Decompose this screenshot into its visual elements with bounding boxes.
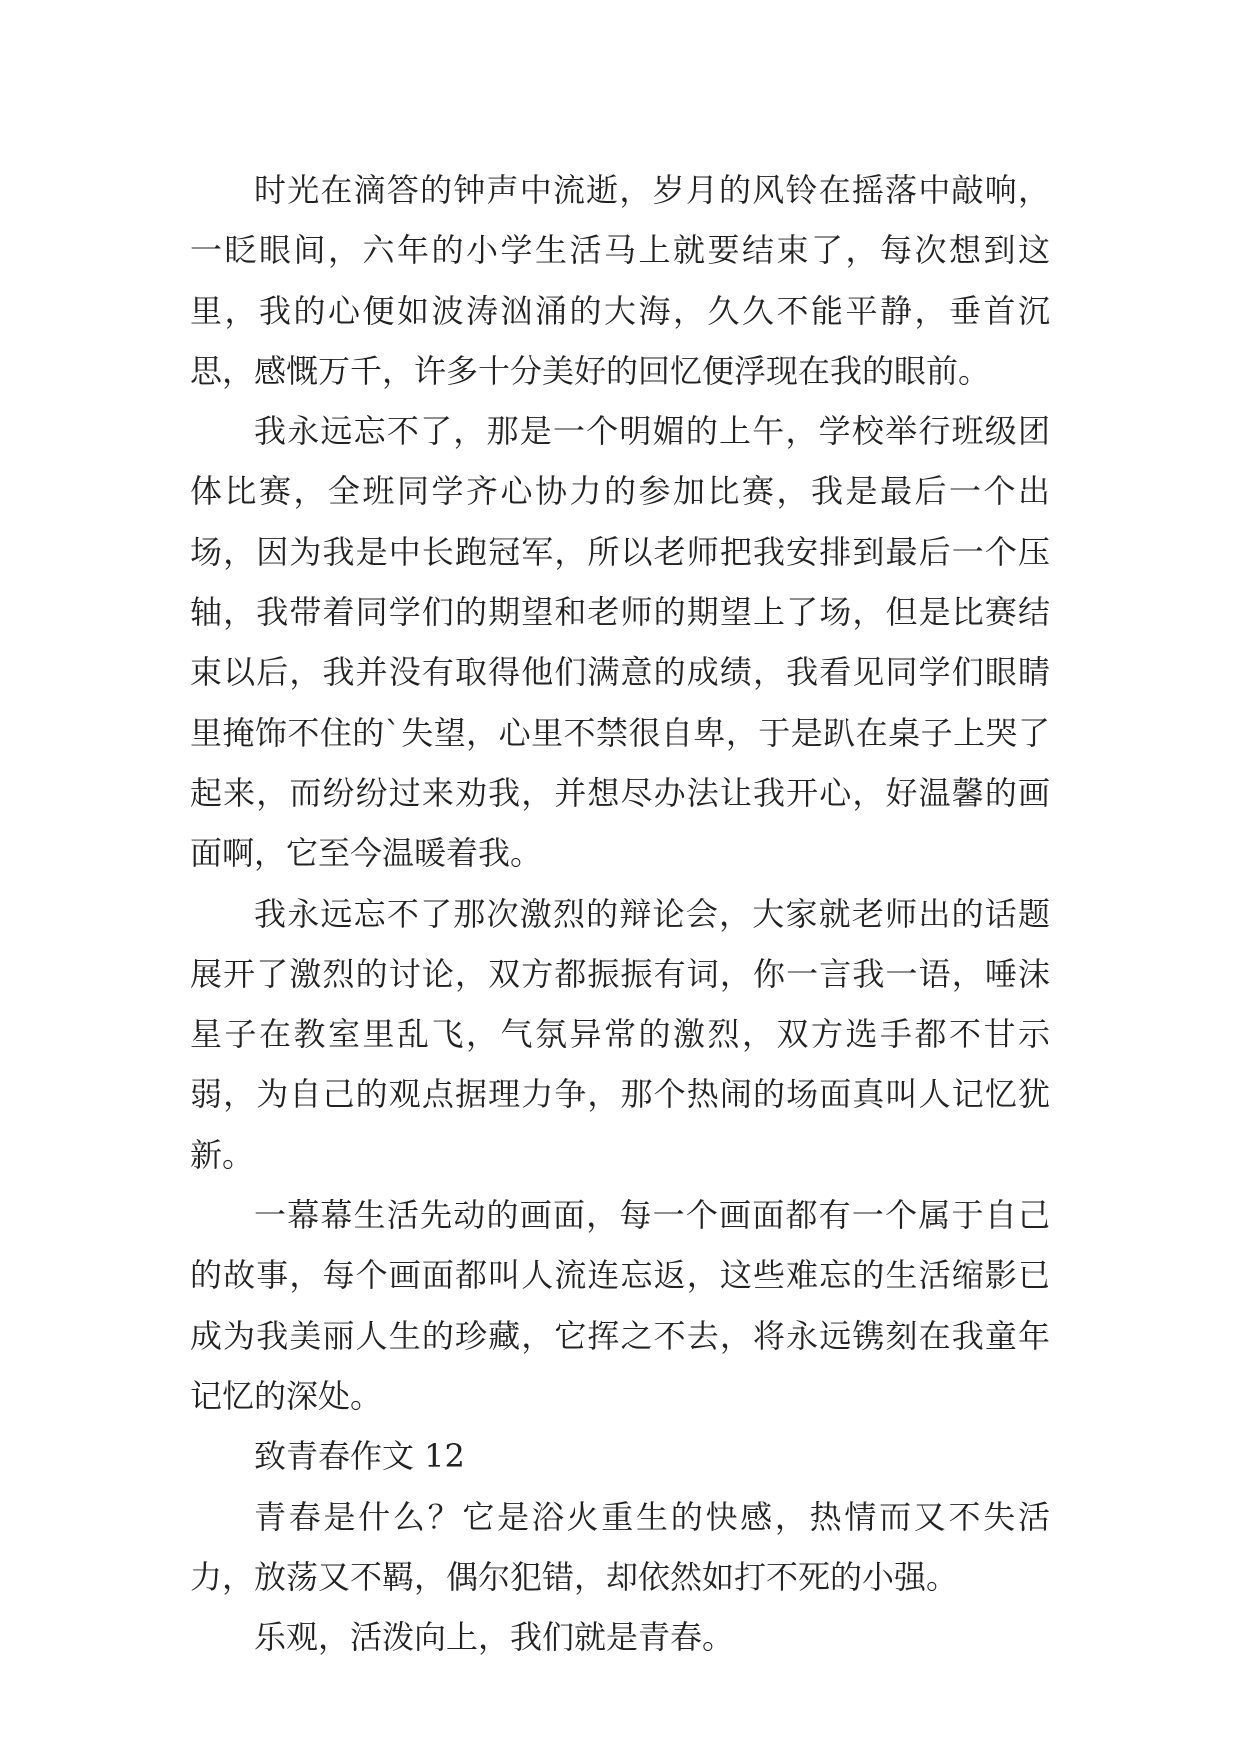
paragraph-4: 一幕幕生活先动的画面，每一个画面都有一个属于自己的故事，每个画面都叫人流连忘返，这些难忘的生活缩影已成为我美丽人生的珍藏，它挥之不去，将永远镌刻在我童年记忆的深处。 [190, 1196, 1050, 1415]
section-paragraph-2: 乐观，活泼向上，我们就是青春。 [254, 1618, 735, 1657]
section-title: 致青春作文 12 [254, 1437, 465, 1476]
paragraph-2: 我永远忘不了，那是一个明媚的上午，学校举行班级团体比赛，全班同学齐心协力的参加比赛，我是最后一个出场，因为我是中长跑冠军，所以老师把我安排到最后一个压轴，我带着同学们的期望和老师的期望上了场，但是比赛结束以后，我并没有取得他们满意的成绩，我看见同学们眼睛里掩饰不住的`失望，心里不禁很自卑，于是趴在桌子上哭了起来，而纷纷过来劝我，并想尽办法让我开心，好温馨的画面啊，它至今温暖着我。 [190, 412, 1050, 873]
paragraph-3: 我永远忘不了那次激烈的辩论会，大家就老师出的话题展开了激烈的讨论，双方都振振有词，你一言我一语，唾沫星子在教室里乱飞，气氛异常的激烈，双方选手都不甘示弱，为自己的观点据理力争，那个热闹的场面真叫人记忆犹新。 [190, 894, 1050, 1174]
document-body [190, 160, 1050, 1667]
section-paragraph-1: 青春是什么？它是浴火重生的快感，热情而又不失活力，放荡又不羁，偶尔犯错，却依然如打不死的小强。 [190, 1497, 1050, 1596]
paragraph-1: 时光在滴答的钟声中流逝，岁月的风铃在摇落中敲响，一眨眼间，六年的小学生活马上就要结束了，每次想到这里，我的心便如波涛汹涌的大海，久久不能平静，垂首沉思，感慨万千，许多十分美好的回忆便浮现在我的眼前。 [190, 171, 1050, 390]
